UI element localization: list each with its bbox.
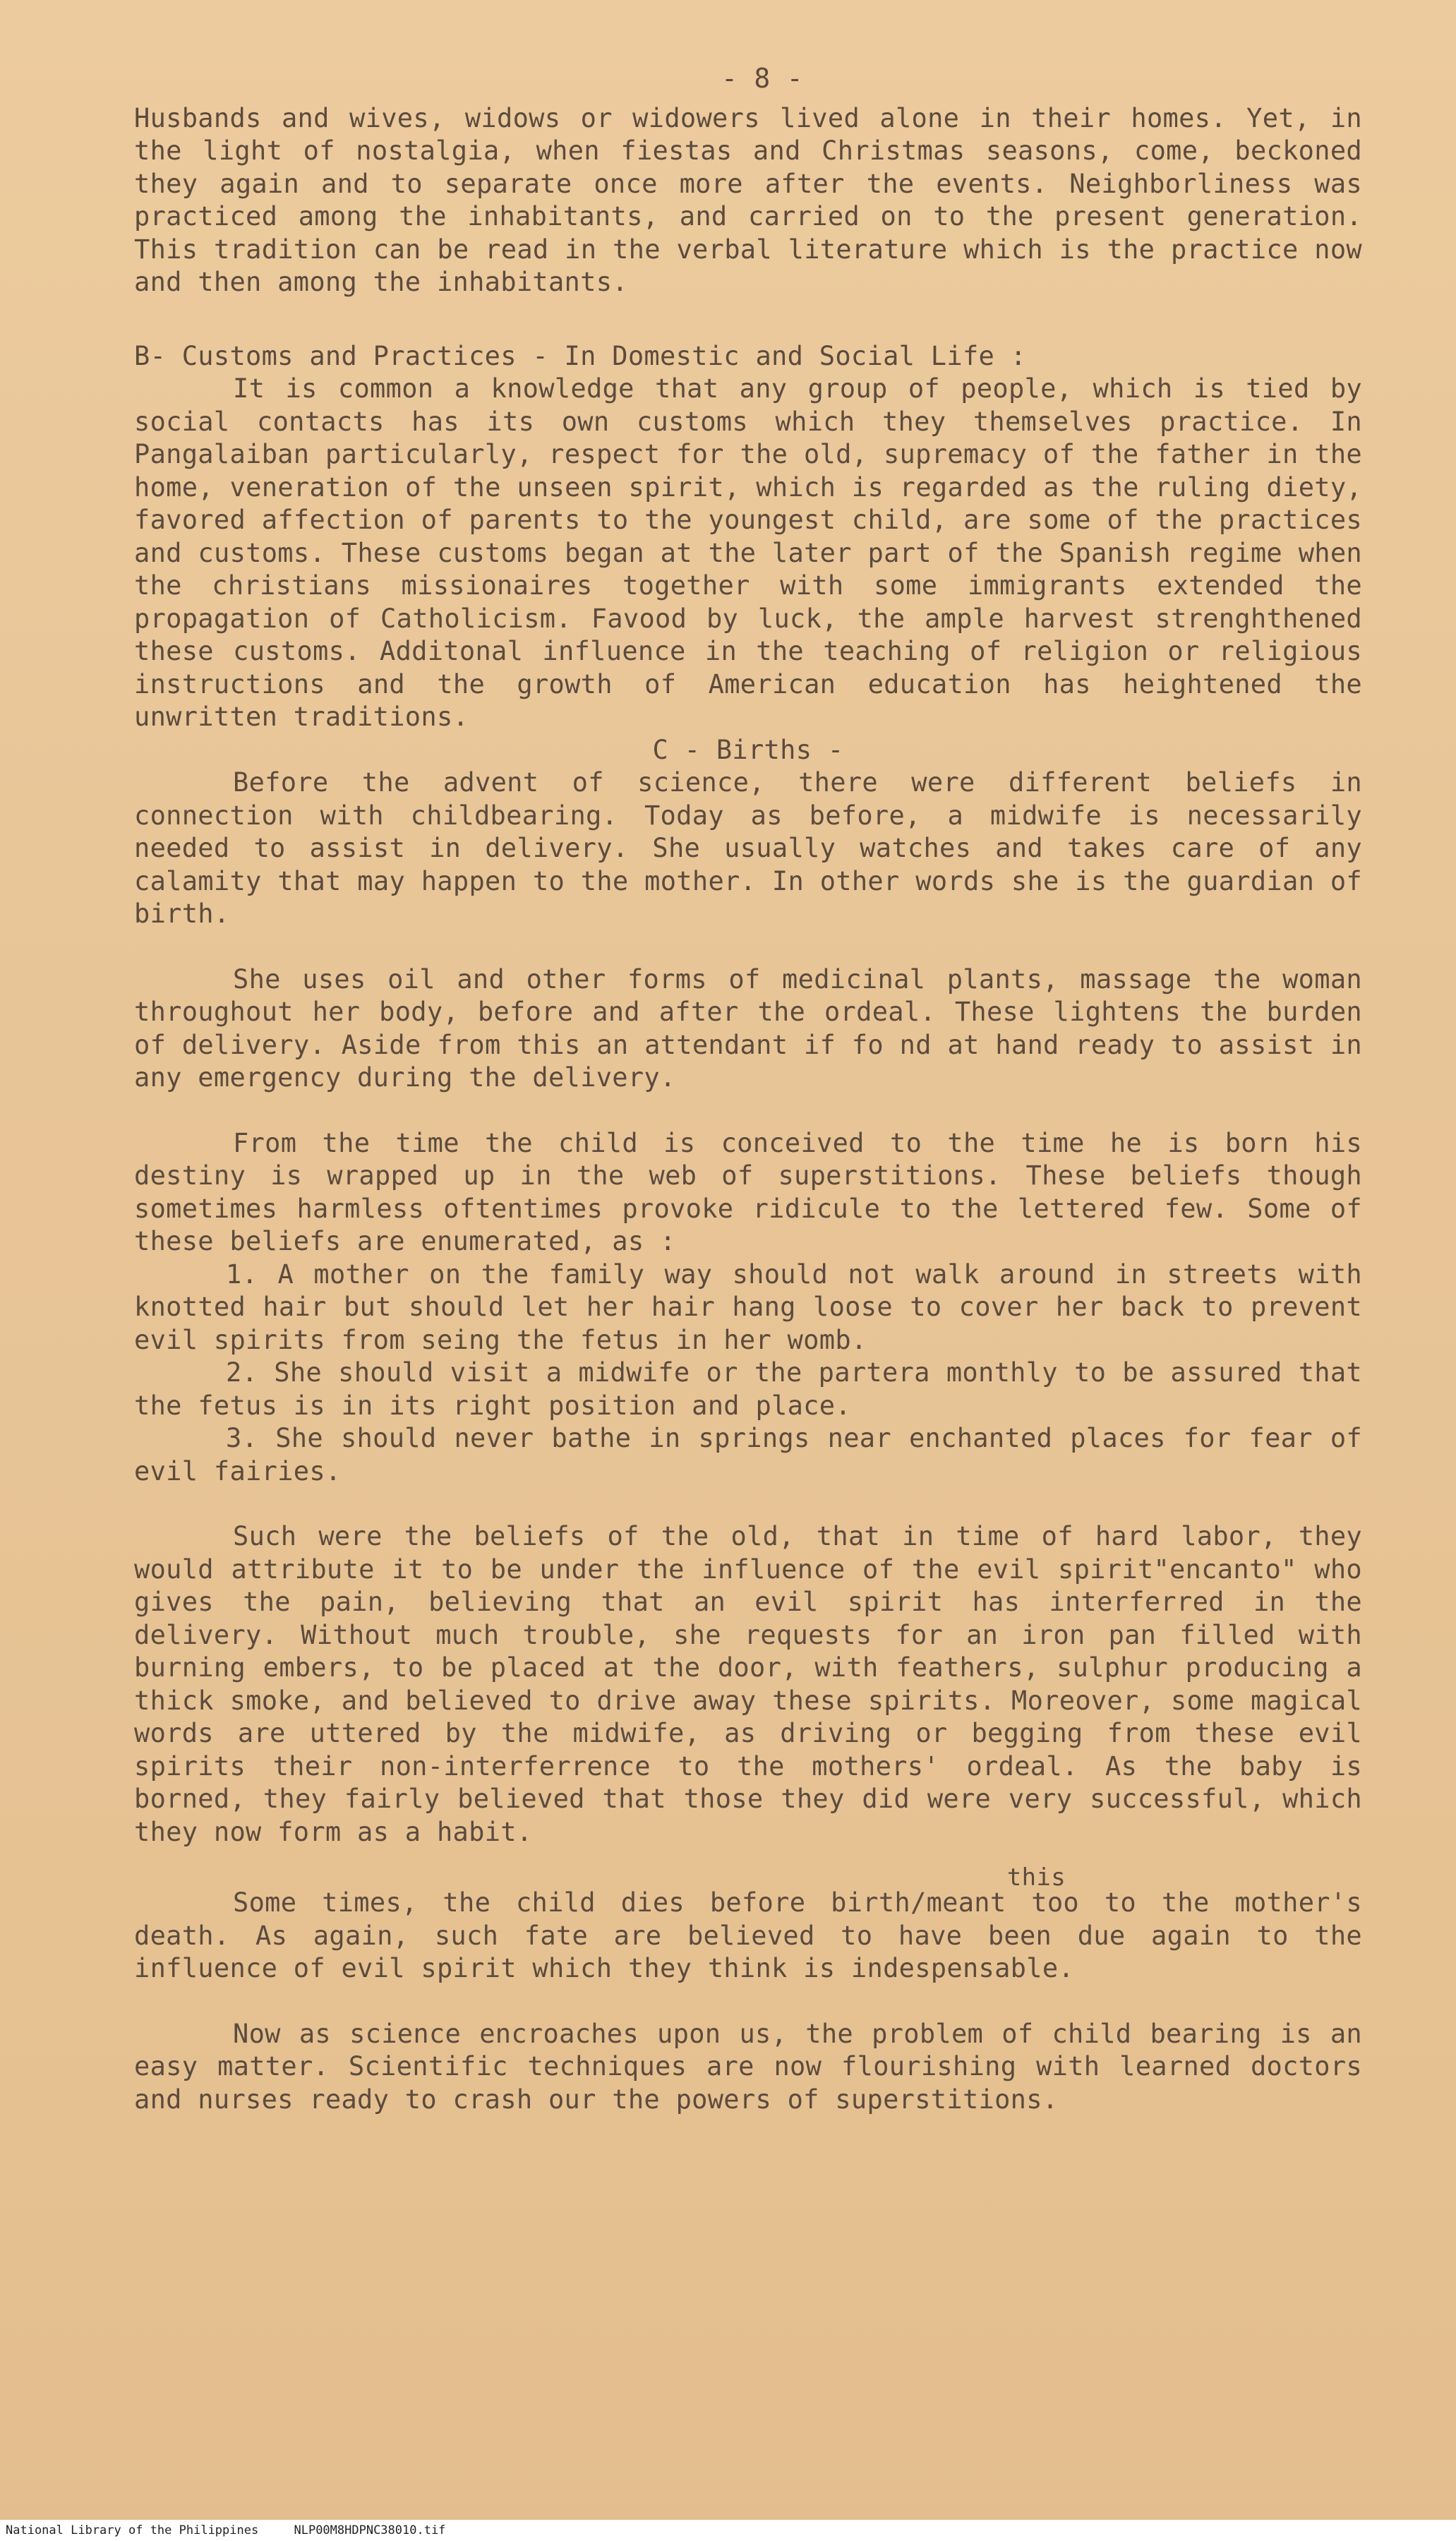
- paragraph-child-death: Some times, the child dies before birth/meant too to the mother's death. As again, such fate are believed to have been due again to the influence of evil spirit which they think is indespensable.: [134, 1887, 1362, 1983]
- paragraph-births-superstitions: From the time the child is conceived to the time he is born his destiny is wrapped up in the web of superstitions. These beliefs though sometimes harmless oftentimes provoke ridicule to the lettered few. Some of these beliefs are enumerated, as :: [134, 1127, 1362, 1256]
- footer-filename: NLP00M8HDPNC38010.tif: [294, 2523, 446, 2537]
- paragraph-customs: It is common a knowledge that any group of people, which is tied by social contacts has its own customs which they themselves practice. In Pangalaiban particularly, respect for the old, supremacy of the father in the home, veneration of the unseen spirit, which is regarded as the ruling diety, favored affection of parents to the youngest child, are some of the practices and customs. These customs began at the later part of the Spanish regime when the christians missionaires together with some immigrants extended the propagation of Catholicism. Favood by luck, the ample harvest strenghthened these customs. Additonal influence in the teaching of religion or religious instructions and the growth of American education has heightened the unwritten traditions.: [134, 373, 1362, 732]
- page-number: - 8 -: [721, 63, 803, 94]
- section-heading-customs: B- Customs and Practices - In Domestic and Social Life :: [134, 340, 1027, 371]
- paragraph-births-oil: She uses oil and other forms of medicinal plants, massage the woman throughout her body, before and after the ordeal. These lightens the burden of delivery. Aside from this an attendant if fo nd at hand ready to assist in any emergency during the delivery.: [134, 963, 1362, 1093]
- section-heading-births: C - Births -: [652, 734, 844, 765]
- list-item-2: 2. She should visit a midwife or the partera monthly to be assured that the fetus is in its right position and place.: [134, 1357, 1362, 1421]
- list-item-1: 1. A mother on the family way should not walk around in streets with knotted hair but should let her hair hang loose to cover her back to prevent evil spirits from seing the fetus in her womb.: [134, 1259, 1362, 1355]
- footer-library: National Library of the Philippines: [6, 2523, 259, 2537]
- paragraph-intro: Husbands and wives, widows or widowers lived alone in their homes. Yet, in the light of nostalgia, when fiestas and Christmas seasons, come, beckoned they again and to separate once more after the events. Neighborliness was practiced among the inhabitants, and carried on to the present generation. This tradition can be read in the verbal literature which is the practice now and then among the inhabitants.: [134, 102, 1362, 297]
- interlinear-insertion: this: [1006, 1863, 1066, 1892]
- scan-footer: [0, 2520, 1456, 2541]
- list-item-3: 3. She should never bathe in springs near enchanted places for fear of evil fairies.: [134, 1423, 1362, 1486]
- paragraph-beliefs: Such were the beliefs of the old, that in time of hard labor, they would attribute it to be under the influence of the evil spirit"encanto" who gives the pain, believing that an evil spirit has interferred in the delivery. Without much trouble, she requests for an iron pan filled with burning embers, to be placed at the door, with feathers, sulphur producing a thick smoke, and believed to drive away these spirits. Moreover, some magical words are uttered by the midwife, as driving or begging from these evil spirits their non-interferrence to the mothers' ordeal. As the baby is borned, they fairly believed that those they did were very successful, which they now form as a habit.: [134, 1521, 1362, 1847]
- typewritten-document: [134, 42, 1362, 2116]
- paragraph-births-midwife: Before the advent of science, there were different beliefs in connection with childbearing. Today as before, a midwife is necessarily needed to assist in delivery. She usually watches and takes care of any calamity that may happen to the mother. In other words she is the guardian of birth.: [134, 767, 1362, 929]
- paragraph-science: Now as science encroaches upon us, the problem of child bearing is an easy matter. Scientific techniques are now flourishing with learned doctors and nurses ready to crash our the powers of superstitions.: [134, 2018, 1362, 2115]
